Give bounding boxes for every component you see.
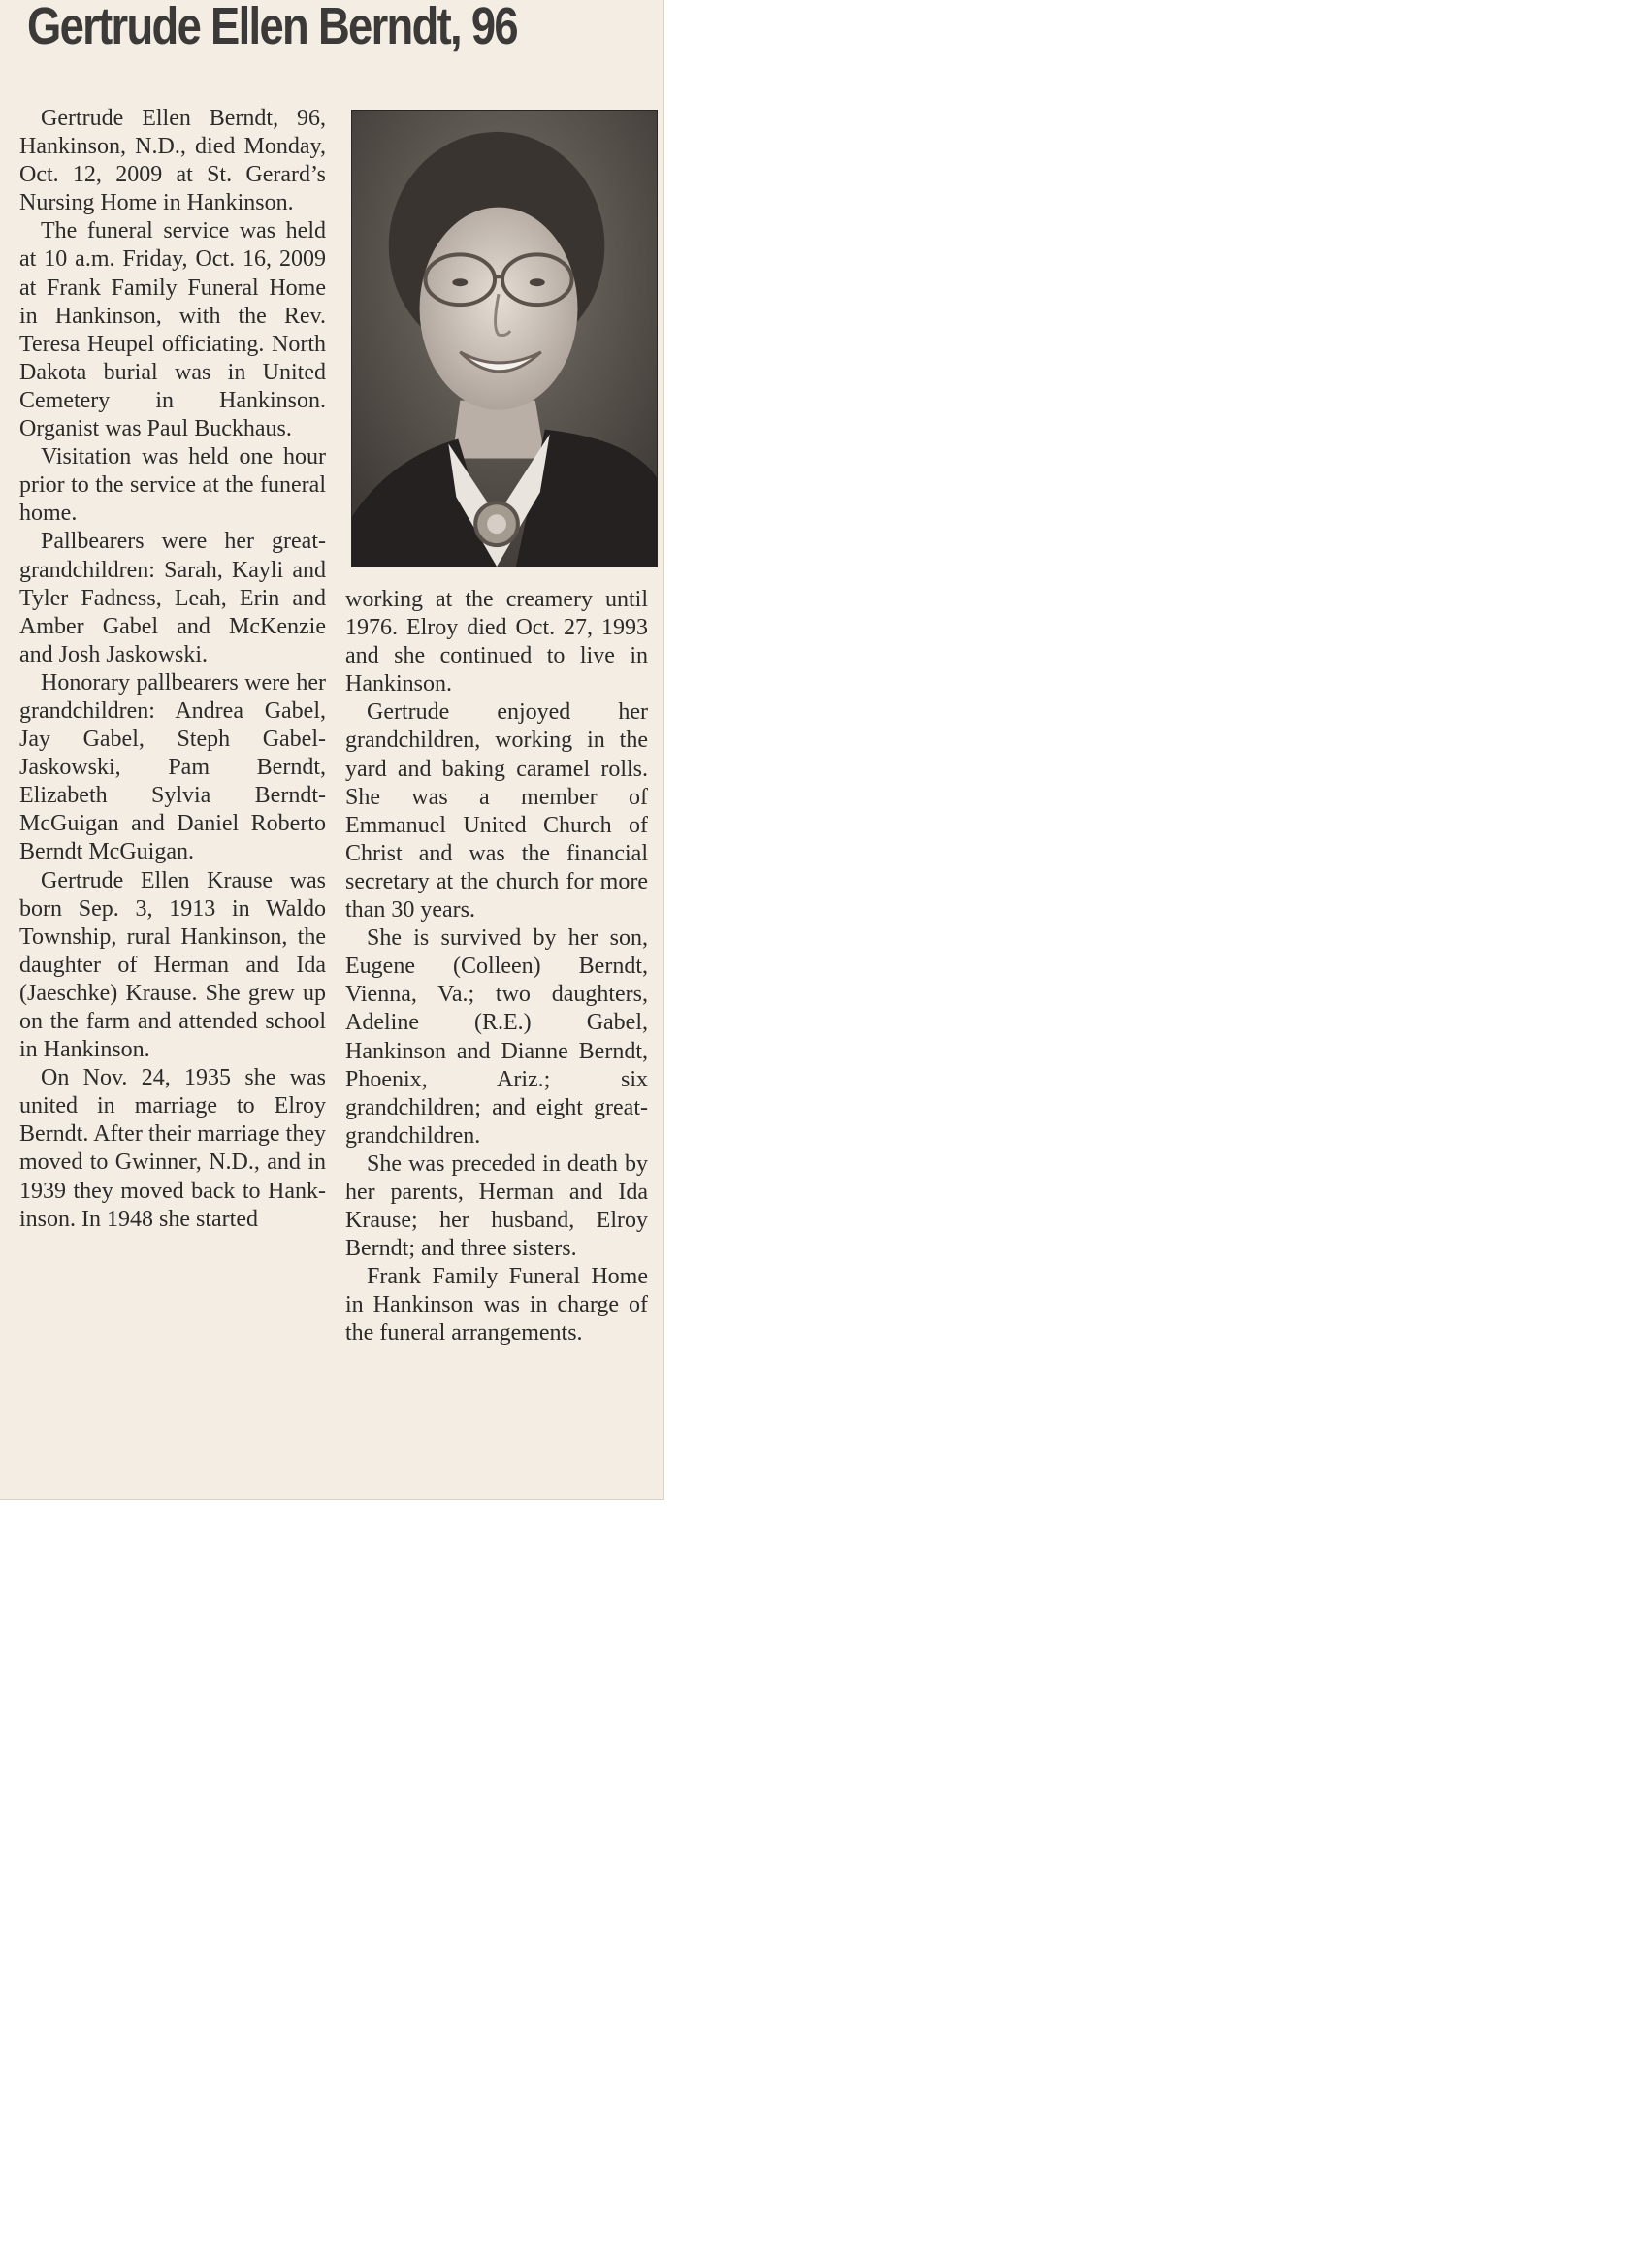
paragraph-preceded: She was preceded in death by her parents, Herman and Ida Krause; her husband, Elroy Berndt; and three sisters. bbox=[345, 1150, 648, 1262]
paragraph-death-notice: Gertrude Ellen Berndt, 96, Hankinson, N.D., died Monday, Oct. 12, 2009 at St. Gerard’s Nursing Home in Hankinson. bbox=[19, 106, 326, 216]
paragraph-visitation: Visitation was held one hour prior to the service at the funeral home. bbox=[19, 444, 326, 527]
paragraph-marriage: On Nov. 24, 1935 she was united in marriage to Elroy Berndt. After their marriage they moved to Gwinner, N.D., and in 1939 they moved back to Hankinson. In 1948 she started bbox=[19, 1065, 326, 1232]
obituary-headline: Gertrude Ellen Berndt, 96 bbox=[27, 0, 517, 55]
paragraph-pallbearers: Pallbearers were her great-grandchildren: Sarah, Kayli and Tyler Fadness, Leah, Erin and Amber Gabel and McKenzie and Josh Jaskowski. bbox=[19, 529, 326, 667]
paragraph-arrangements: Frank Family Funeral Home in Hankinson was in charge of the funeral arrangements. bbox=[345, 1264, 648, 1346]
paragraph-funeral-service: The funeral service was held at 10 a.m. Friday, Oct. 16, 2009 at Frank Family Funeral Home in Hankinson, with the Rev. Teresa Heupel officiating. North Dakota burial was in United Cemetery in Hankinson. Organist was Paul Buckhaus. bbox=[19, 218, 326, 442]
newspaper-clipping bbox=[0, 0, 664, 1500]
article-column-left bbox=[19, 105, 326, 1234]
article-column-right bbox=[345, 586, 648, 1348]
paragraph-survivors: She is survived by her son, Eugene (Colleen) Berndt, Vienna, Va.; two daughters, Adeline (R.E.) Gabel, Hankinson and Dianne Berndt, Phoenix, Ariz.; six grandchildren; and eight great-grandchildren. bbox=[345, 925, 648, 1149]
portrait-photo bbox=[351, 110, 658, 567]
paragraph-hobbies: Gertrude enjoyed her grandchildren, working in the yard and baking caramel rolls. She was a member of Emmanuel United Church of Christ and was the financial secretary at the church for more than 30 years. bbox=[345, 699, 648, 923]
paragraph-continuation: working at the creamery until 1976. Elroy died Oct. 27, 1993 and she continued to live in Hankinson. bbox=[345, 587, 648, 697]
portrait-image bbox=[352, 111, 657, 567]
paragraph-birth: Gertrude Ellen Krause was born Sep. 3, 1913 in Waldo Township, rural Hankinson, the daughter of Herman and Ida (Jaeschke) Krause. She grew up on the farm and attended school in Hankinson. bbox=[19, 867, 326, 1063]
paragraph-honorary-pallbearers: Honorary pallbearers were her grandchildren: Andrea Gabel, Jay Gabel, Steph Gabel-Jaskowski, Pam Berndt, Elizabeth Sylvia Berndt-McGuigan and Daniel Roberto Berndt McGuigan. bbox=[19, 669, 326, 865]
